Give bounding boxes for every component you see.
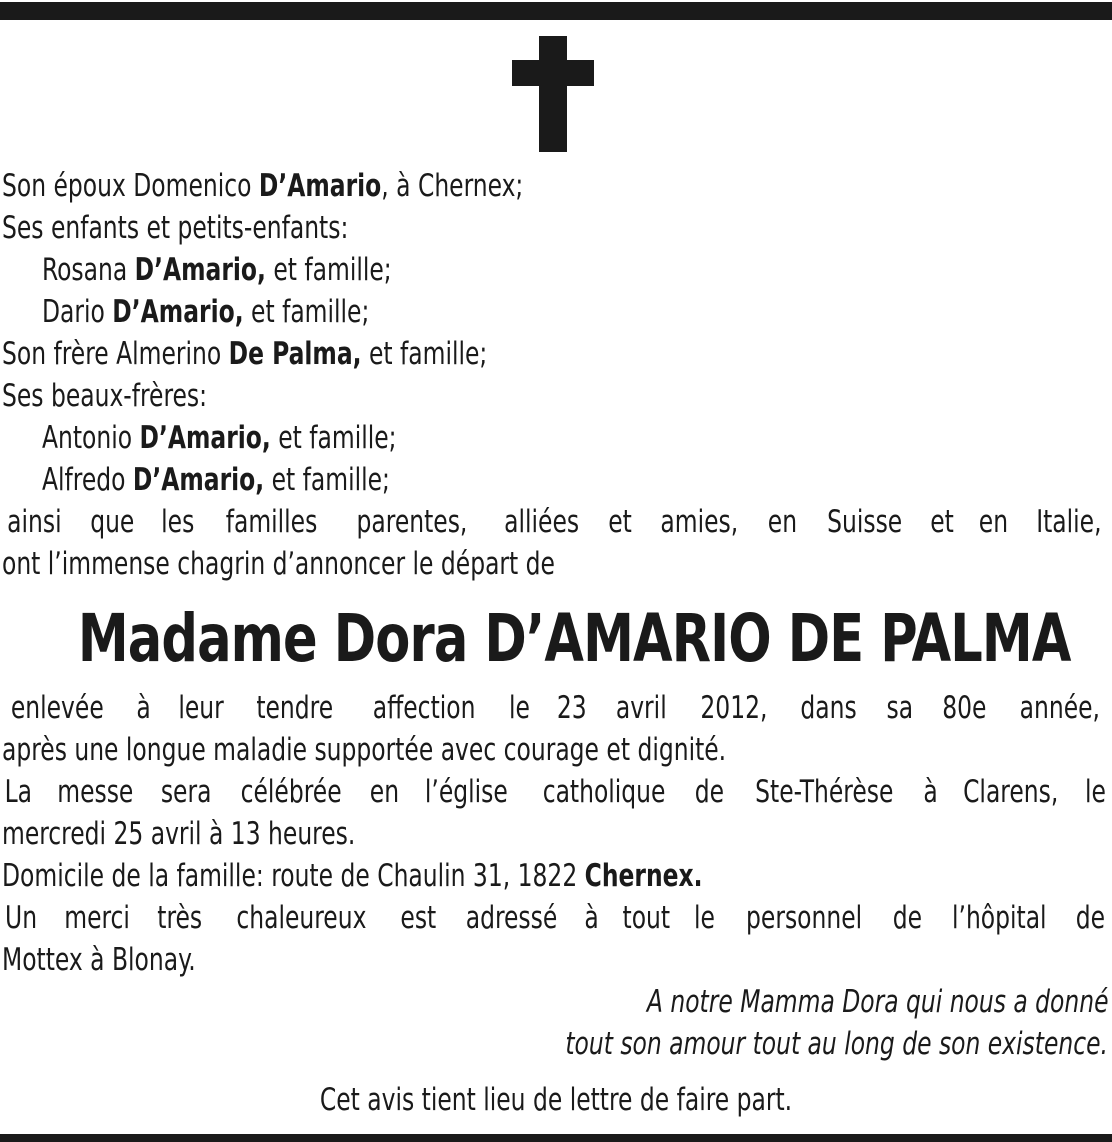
details-line-mass-time: mercredi 25 avril à 13 heures.: [2, 816, 356, 852]
word: tout: [622, 900, 671, 936]
word: familles: [225, 504, 318, 540]
word: Ste-Thérèse: [755, 774, 894, 810]
word: 23: [556, 690, 587, 726]
family-line-children-heading: Ses enfants et petits-enfants:: [2, 210, 349, 246]
word: très: [157, 900, 203, 936]
word: l’hôpital: [951, 900, 1047, 936]
word: en: [768, 504, 798, 540]
dedication-line-1: A notre Mamma Dora qui nous a donné: [646, 984, 1108, 1020]
word: le: [1084, 774, 1106, 810]
word: enlevée: [10, 690, 104, 726]
word: personnel: [745, 900, 862, 936]
word: les: [161, 504, 195, 540]
details-line-hospital: Mottex à Blonay.: [2, 942, 196, 978]
details-line-thanks: [2, 900, 1108, 936]
word: de: [893, 900, 923, 936]
word: et: [930, 504, 955, 540]
word: sa: [886, 690, 914, 726]
word: sera: [160, 774, 212, 810]
family-line-brother: Son frère Almerino De Palma, et famille;: [2, 336, 488, 372]
word: à: [584, 900, 600, 936]
word: Italie,: [1036, 504, 1102, 540]
family-line-announcement: ont l’immense chagrin d’annoncer le départ de: [2, 546, 555, 582]
family-line-antonio: Antonio D’Amario, et famille;: [42, 420, 397, 456]
word: Un: [5, 900, 38, 936]
family-line-rosana: Rosana D’Amario, et famille;: [42, 252, 392, 288]
bottom-rule: [0, 1134, 1112, 1142]
word: catholique: [542, 774, 666, 810]
family-line-dario: Dario D’Amario, et famille;: [42, 294, 370, 330]
word: année,: [1020, 690, 1101, 726]
dedication-line-2: tout son amour tout au long de son existence.: [565, 1026, 1108, 1062]
word: de: [694, 774, 725, 810]
word: le: [508, 690, 530, 726]
word: est: [400, 900, 436, 936]
word: en: [978, 504, 1008, 540]
word: alliées: [504, 504, 580, 540]
word: messe: [57, 774, 134, 810]
word: chaleureux: [236, 900, 367, 936]
word: amies,: [660, 504, 739, 540]
word: merci: [63, 900, 130, 936]
top-rule: [0, 2, 1112, 20]
details-line-domicile: Domicile de la famille: route de Chaulin 31, 1822 Chernex.: [2, 858, 703, 894]
cross-icon: [512, 36, 594, 152]
word: en: [369, 774, 399, 810]
details-line-mass: [2, 774, 1108, 810]
word: Clarens,: [963, 774, 1059, 810]
word: parentes,: [356, 504, 468, 540]
word: le: [694, 900, 716, 936]
word: leur: [177, 690, 224, 726]
deceased-name: Madame Dora D’AMARIO DE PALMA: [77, 600, 1071, 677]
word: l’église: [424, 774, 508, 810]
word: 2012,: [699, 690, 768, 726]
word: à: [923, 774, 938, 810]
family-line-alfredo: Alfredo D’Amario, et famille;: [42, 462, 390, 498]
word: tendre: [256, 690, 334, 726]
word: que: [90, 504, 135, 540]
word: avril: [616, 690, 667, 726]
word: dans: [800, 690, 857, 726]
details-line-illness: après une longue maladie supportée avec courage et dignité.: [2, 732, 727, 768]
family-line-spouse: Son époux Domenico D’Amario, à Chernex;: [2, 168, 524, 204]
family-line-relatives: [2, 504, 1108, 540]
word: célébrée: [240, 774, 342, 810]
family-line-brothers-in-law-heading: Ses beaux-frères:: [2, 378, 208, 414]
word: La: [4, 774, 33, 810]
word: de: [1075, 900, 1106, 936]
word: affection: [372, 690, 476, 726]
word: Suisse: [826, 504, 902, 540]
word: à: [135, 690, 151, 726]
details-line-death-date: [2, 690, 1108, 726]
word: adressé: [465, 900, 558, 936]
word: 80e: [942, 690, 987, 726]
word: et: [607, 504, 632, 540]
closing-note: Cet avis tient lieu de lettre de faire part.: [319, 1082, 793, 1118]
word: ainsi: [7, 504, 62, 540]
